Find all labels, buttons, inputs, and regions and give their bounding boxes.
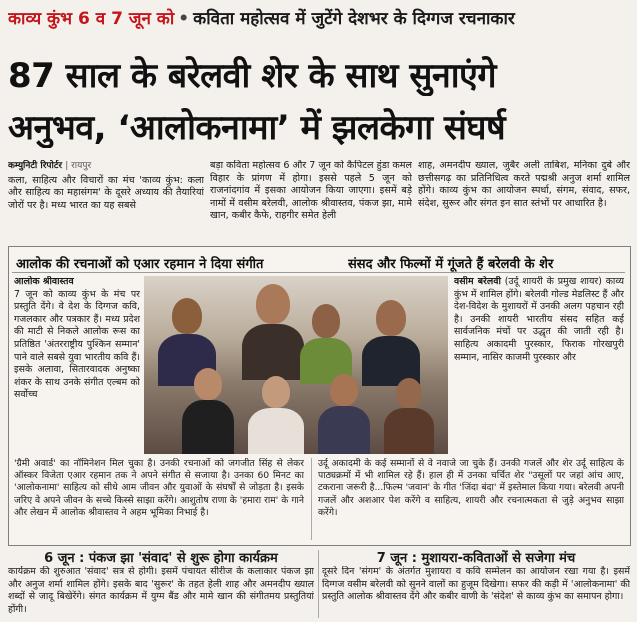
left-byline: आलोक श्रीवास्तव bbox=[14, 276, 74, 287]
box-left-bottom: 'ग्रैमी अवार्ड' का नॉमिनेशन मिल चुका है। उनकी रचनाओं को जगजीत सिंह से लेकर ऑस्कर विजेता एआर रहमान तक ने अपने संगीत से सजाया है। उनका 60 मिनट का 'आलोकनामा' साहित्य को सीधे आम जीवन और युवाओं के संघर्षों से जोड़ता है। इसके जरिए वे अपने जीवन के सच्चे किस्से साझा करेंगे। आशुतोष राणा के 'हमारा राम' के गाने और लेखन में आलोक श्रीवास्तव ने अहम भूमिका निभाई है। bbox=[14, 458, 304, 518]
section-day1-text: कार्यक्रम की शुरुआत 'संवाद' सत्र से होगी। इसमें पंचायत सीरीज के कलाकार पंकज झा और अनुज शर्मा शामिल होंगे। इसके बाद 'सुरूर' के तहत हेली शाह और अमनदीप ख्याल शब्दों से जादू बिखेरेंगे। संगत कार्यक्रम में युग्म बैंड और मामे खान की संगीतमय प्रस्तुतियां होंगी। bbox=[8, 566, 314, 615]
byline-name: कम्युनिटी रिपोर्टर bbox=[8, 161, 63, 171]
box-right-text bbox=[454, 276, 624, 454]
portrait-3 bbox=[312, 304, 340, 338]
portrait-7 bbox=[330, 374, 358, 406]
headline-line-1: 87 साल के बरेलवी शेर के साथ सुनाएंगे bbox=[8, 56, 496, 96]
kicker-bullet: • bbox=[178, 9, 190, 29]
intro-column-1 bbox=[8, 160, 204, 216]
section-day2-text: दूसरे दिन 'संगम' के अंतर्गत मुशायरा व कवि सम्मेलन का आयोजन रखा गया है। इसमें दिग्गज वसीम बरेलवी को सुनने वालों का हुजूम दिखेगा। सफर की कड़ी में 'आलोकनामा' की प्रस्तुति आलोक श्रीवास्तव देंगे और कबीर वाणी के 'संदेश' से काव्य कुंभ का समापन होगा। bbox=[322, 566, 630, 603]
left-text-body: 7 जून को काव्य कुंभ के मंच पर प्रस्तुति देंगे। वे देश के दिग्गज कवि, गजलकार और पत्रकार हैं। मध्य प्रदेश की माटी से निकले आलोक रूस का प्रतिष्ठित 'अंतरराष्ट्रीय पुश्किन सम्मान' पाने वाले सबसे युवा भारतीय कवि हैं। इसके अलावा, सितारवादक अनुष्का शंकर के साथ उनके संगीत एल्बम को सर्वोच्च bbox=[14, 288, 140, 401]
portrait-4 bbox=[376, 300, 406, 336]
box-left-text bbox=[14, 276, 140, 454]
right-text-body: (उर्दू शायरी के प्रमुख शायर) काव्य कुंभ में शामिल होंगे। बरेलवी गोल्ड मेडलिस्ट हैं और देश-विदेश के मुशायरों में उनकी अलग पहचान रही है। उनकी शायरी भारतीय संसद सहित कई सार्वजनिक मंचों पर उद्धृत की जाती रही है। साहित्य अकादमी पुरस्कार, फिराक गोरखपुरी सम्मान, नासिर काजमी पुरस्कार और bbox=[454, 276, 624, 363]
intro-column-3: शाह, अमनदीप ख्याल, जुबैर अली ताबिश, मनिका दुबे और छत्तीसगढ़ का प्रतिनिधित्व करते पद्मश्री अनुज शर्मा शामिल होंगे। काव्य कुंभ का आयोजन स्पर्धा, संगम, संवाद, सफर, संदेश, सुरूर और संगत इन सात स्तंभों पर आधारित है। bbox=[418, 160, 630, 209]
box-title-left: आलोक की रचनाओं को एआर रहमान ने दिया संगीत bbox=[16, 257, 264, 272]
intro-text-1: कला, साहित्य और विचारों का मंच 'काव्य कुंभ: कला और साहित्य का महासंगम' के दूसरे अध्याय की तैयारियां जोरों पर है। मध्य भारत का यह सबसे bbox=[8, 174, 204, 211]
box-title-divider bbox=[12, 272, 625, 273]
portrait-8 bbox=[396, 378, 422, 408]
portrait-alok bbox=[256, 284, 290, 324]
section-divider bbox=[318, 550, 319, 618]
kicker-red: काव्य कुंभ 6 व 7 जून को bbox=[8, 9, 175, 29]
kicker-rest: कविता महोत्सव में जुटेंगे देशभर के दिग्गज रचनाकार bbox=[193, 9, 515, 29]
portrait-1 bbox=[172, 298, 202, 334]
byline-city: रायपुर bbox=[71, 161, 92, 171]
box-bottom-divider bbox=[311, 458, 312, 540]
kicker-line bbox=[8, 6, 632, 30]
headline-line-2: अनुभव, ‘आलोकनामा’ में झलकेगा संघर्ष bbox=[8, 108, 506, 148]
byline: कम्युनिटी रिपोर्टर | रायपुर bbox=[8, 161, 92, 171]
portrait-5 bbox=[194, 368, 222, 400]
artists-photo-collage bbox=[144, 276, 448, 454]
right-byline: वसीम बरेलवी bbox=[454, 276, 501, 287]
portrait-6 bbox=[262, 376, 290, 408]
box-title-right: संसद और फिल्मों में गूंजते हैं बरेलवी के शेर bbox=[348, 257, 554, 272]
intro-column-2: बड़ा कविता महोत्सव 6 और 7 जून को कैपिटल हुंडा कमल विहार के प्रांगण में होगा। इससे पहले 5 जून को राजनांदगांव में इसका आयोजन किया जाएगा। इसमें बड़े नामों में वसीम बरेलवी, आलोक श्रीवास्तव, पंकज झा, मामे खान, कबीर कैफे, राहगीर समेत हेली bbox=[210, 160, 412, 222]
section-day2-title: 7 जून : मुशायरा-कविताओं से सजेगा मंच bbox=[376, 551, 576, 566]
box-right-bottom: उर्दू अकादमी के कई सम्मानों से वे नवाजे जा चुके हैं। उनकी गजलें और शेर उर्दू साहित्य के पाठ्यक्रमों में भी शामिल रहे हैं। हाल ही में उनका चर्चित शेर "उसूलों पर जहां आंच आए, टकराना जरूरी है...फिल्म 'जवान' के गीत 'जिंदा बंदा' में इस्तेमाल किया गया। बरेलवी अपनी गजलें और अशआर पेश करेंगे व साहित्य, शायरी और रचनात्मकता से जुड़े अनुभव साझा करेंगे। bbox=[318, 458, 624, 518]
section-day1-title: 6 जून : पंकज झा 'संवाद' से शुरू होगा कार्यक्रम bbox=[44, 551, 278, 566]
